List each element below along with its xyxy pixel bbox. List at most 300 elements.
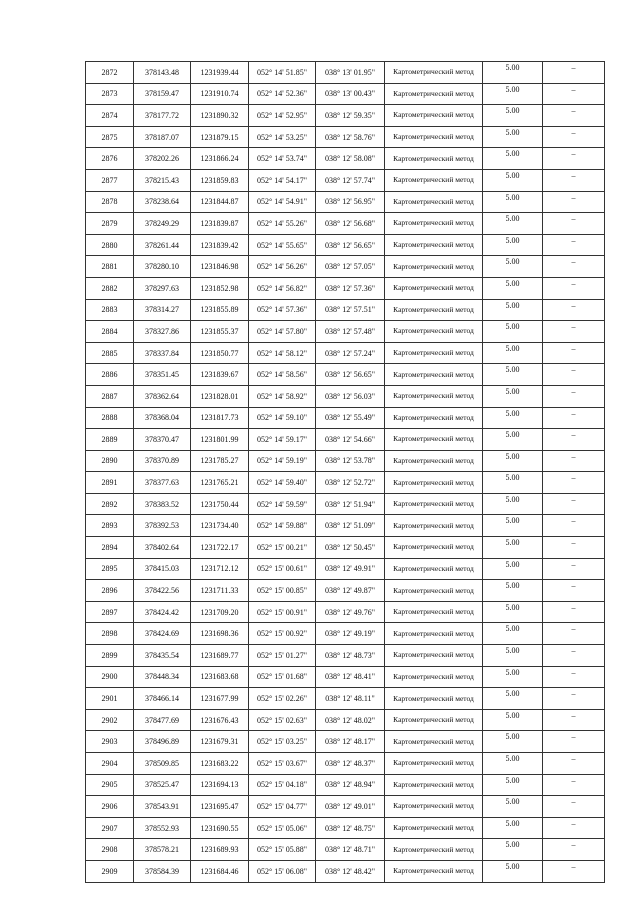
note-cell: – [543,299,605,321]
longitude-cell: 038° 12' 49.01" [316,796,385,818]
x-coordinate-cell: 378351.45 [134,364,191,386]
method-cell: Картометрический метод [385,731,483,753]
method-cell: Картометрический метод [385,709,483,731]
longitude-cell: 038° 12' 48.37" [316,753,385,775]
note-cell: – [543,623,605,645]
longitude-cell: 038° 13' 00.43" [316,83,385,105]
point-number-cell: 2899 [86,645,134,667]
x-coordinate-cell: 378448.34 [134,666,191,688]
y-coordinate-cell: 1231689.93 [191,839,249,861]
note-cell: – [543,213,605,235]
y-coordinate-cell: 1231910.74 [191,83,249,105]
latitude-cell: 052° 15' 05.88" [249,839,316,861]
note-cell: – [543,364,605,386]
accuracy-cell: 5.00 [483,515,543,537]
method-cell: Картометрический метод [385,83,483,105]
accuracy-cell: 5.00 [483,753,543,775]
latitude-cell: 052° 14' 58.12" [249,342,316,364]
latitude-cell: 052° 14' 54.91" [249,191,316,213]
latitude-cell: 052° 14' 59.10" [249,407,316,429]
accuracy-cell: 5.00 [483,860,543,882]
x-coordinate-cell: 378362.64 [134,385,191,407]
latitude-cell: 052° 15' 00.85" [249,580,316,602]
accuracy-cell: 5.00 [483,105,543,127]
longitude-cell: 038° 12' 56.03" [316,385,385,407]
note-cell: – [543,429,605,451]
table-row [86,62,605,84]
x-coordinate-cell: 378337.84 [134,342,191,364]
y-coordinate-cell: 1231689.77 [191,645,249,667]
longitude-cell: 038° 12' 57.05" [316,256,385,278]
accuracy-cell: 5.00 [483,321,543,343]
table-row [86,515,605,537]
note-cell: – [543,709,605,731]
accuracy-cell: 5.00 [483,62,543,84]
point-number-cell: 2893 [86,515,134,537]
accuracy-cell: 5.00 [483,126,543,148]
latitude-cell: 052° 14' 53.25" [249,126,316,148]
point-number-cell: 2895 [86,558,134,580]
longitude-cell: 038° 12' 49.76" [316,601,385,623]
coordinates-table [85,61,605,883]
y-coordinate-cell: 1231690.55 [191,817,249,839]
note-cell: – [543,666,605,688]
latitude-cell: 052° 14' 52.95" [249,105,316,127]
longitude-cell: 038° 12' 55.49" [316,407,385,429]
latitude-cell: 052° 15' 04.77" [249,796,316,818]
table-row [86,839,605,861]
longitude-cell: 038° 12' 57.48" [316,321,385,343]
table-row [86,364,605,386]
table-row [86,256,605,278]
latitude-cell: 052° 14' 59.17" [249,429,316,451]
x-coordinate-cell: 378466.14 [134,688,191,710]
y-coordinate-cell: 1231712.12 [191,558,249,580]
table-row [86,105,605,127]
point-number-cell: 2905 [86,774,134,796]
table-row [86,429,605,451]
latitude-cell: 052° 14' 59.19" [249,450,316,472]
y-coordinate-cell: 1231683.22 [191,753,249,775]
latitude-cell: 052° 14' 53.74" [249,148,316,170]
accuracy-cell: 5.00 [483,256,543,278]
table-row [86,169,605,191]
latitude-cell: 052° 14' 56.82" [249,277,316,299]
method-cell: Картометрический метод [385,666,483,688]
x-coordinate-cell: 378477.69 [134,709,191,731]
table-row [86,472,605,494]
note-cell: – [543,148,605,170]
latitude-cell: 052° 15' 00.92" [249,623,316,645]
y-coordinate-cell: 1231694.13 [191,774,249,796]
x-coordinate-cell: 378327.86 [134,321,191,343]
longitude-cell: 038° 12' 54.66" [316,429,385,451]
point-number-cell: 2906 [86,796,134,818]
y-coordinate-cell: 1231698.36 [191,623,249,645]
table-row [86,126,605,148]
method-cell: Картометрический метод [385,62,483,84]
point-number-cell: 2885 [86,342,134,364]
longitude-cell: 038° 12' 51.94" [316,493,385,515]
longitude-cell: 038° 12' 56.95" [316,191,385,213]
longitude-cell: 038° 12' 56.65" [316,234,385,256]
longitude-cell: 038° 12' 49.91" [316,558,385,580]
x-coordinate-cell: 378370.89 [134,450,191,472]
accuracy-cell: 5.00 [483,148,543,170]
table-row [86,450,605,472]
note-cell: – [543,277,605,299]
latitude-cell: 052° 15' 06.08" [249,860,316,882]
point-number-cell: 2873 [86,83,134,105]
table-row [86,860,605,882]
method-cell: Картометрический метод [385,342,483,364]
x-coordinate-cell: 378525.47 [134,774,191,796]
x-coordinate-cell: 378177.72 [134,105,191,127]
longitude-cell: 038° 12' 48.42" [316,860,385,882]
point-number-cell: 2902 [86,709,134,731]
longitude-cell: 038° 12' 56.65" [316,364,385,386]
accuracy-cell: 5.00 [483,429,543,451]
x-coordinate-cell: 378415.03 [134,558,191,580]
table-row [86,580,605,602]
point-number-cell: 2882 [86,277,134,299]
table-row [86,83,605,105]
table-row [86,191,605,213]
longitude-cell: 038° 12' 48.17" [316,731,385,753]
method-cell: Картометрический метод [385,753,483,775]
point-number-cell: 2875 [86,126,134,148]
y-coordinate-cell: 1231939.44 [191,62,249,84]
accuracy-cell: 5.00 [483,450,543,472]
latitude-cell: 052° 15' 00.91" [249,601,316,623]
longitude-cell: 038° 12' 48.41" [316,666,385,688]
table-row [86,299,605,321]
point-number-cell: 2896 [86,580,134,602]
note-cell: – [543,407,605,429]
table-row [86,493,605,515]
latitude-cell: 052° 14' 58.56" [249,364,316,386]
latitude-cell: 052° 14' 58.92" [249,385,316,407]
point-number-cell: 2887 [86,385,134,407]
note-cell: – [543,385,605,407]
point-number-cell: 2874 [86,105,134,127]
longitude-cell: 038° 12' 48.94" [316,774,385,796]
y-coordinate-cell: 1231765.21 [191,472,249,494]
y-coordinate-cell: 1231711.33 [191,580,249,602]
note-cell: – [543,62,605,84]
longitude-cell: 038° 12' 49.87" [316,580,385,602]
longitude-cell: 038° 12' 57.24" [316,342,385,364]
method-cell: Картометрический метод [385,623,483,645]
accuracy-cell: 5.00 [483,817,543,839]
y-coordinate-cell: 1231750.44 [191,493,249,515]
note-cell: – [543,537,605,559]
longitude-cell: 038° 12' 57.51" [316,299,385,321]
x-coordinate-cell: 378370.47 [134,429,191,451]
method-cell: Картометрический метод [385,558,483,580]
accuracy-cell: 5.00 [483,688,543,710]
note-cell: – [543,126,605,148]
y-coordinate-cell: 1231859.83 [191,169,249,191]
table-row [86,709,605,731]
table-row [86,321,605,343]
method-cell: Картометрический метод [385,493,483,515]
latitude-cell: 052° 14' 59.59" [249,493,316,515]
latitude-cell: 052° 14' 56.26" [249,256,316,278]
table-row [86,753,605,775]
accuracy-cell: 5.00 [483,364,543,386]
accuracy-cell: 5.00 [483,83,543,105]
table-row [86,277,605,299]
y-coordinate-cell: 1231679.31 [191,731,249,753]
y-coordinate-cell: 1231695.47 [191,796,249,818]
latitude-cell: 052° 15' 01.68" [249,666,316,688]
latitude-cell: 052° 14' 59.88" [249,515,316,537]
accuracy-cell: 5.00 [483,601,543,623]
x-coordinate-cell: 378496.89 [134,731,191,753]
latitude-cell: 052° 15' 05.06" [249,817,316,839]
table-row [86,537,605,559]
table-row [86,213,605,235]
table-row [86,342,605,364]
latitude-cell: 052° 14' 52.36" [249,83,316,105]
table-row [86,817,605,839]
point-number-cell: 2891 [86,472,134,494]
x-coordinate-cell: 378552.93 [134,817,191,839]
method-cell: Картометрический метод [385,774,483,796]
point-number-cell: 2884 [86,321,134,343]
table-row [86,666,605,688]
note-cell: – [543,256,605,278]
y-coordinate-cell: 1231839.42 [191,234,249,256]
table-row [86,601,605,623]
y-coordinate-cell: 1231801.99 [191,429,249,451]
method-cell: Картометрический метод [385,277,483,299]
point-number-cell: 2872 [86,62,134,84]
longitude-cell: 038° 12' 48.02" [316,709,385,731]
accuracy-cell: 5.00 [483,666,543,688]
table-row [86,731,605,753]
latitude-cell: 052° 14' 57.80" [249,321,316,343]
longitude-cell: 038° 12' 51.09" [316,515,385,537]
point-number-cell: 2892 [86,493,134,515]
latitude-cell: 052° 15' 03.67" [249,753,316,775]
y-coordinate-cell: 1231828.01 [191,385,249,407]
note-cell: – [543,796,605,818]
note-cell: – [543,731,605,753]
method-cell: Картометрический метод [385,601,483,623]
note-cell: – [543,169,605,191]
y-coordinate-cell: 1231709.20 [191,601,249,623]
method-cell: Картометрический метод [385,105,483,127]
latitude-cell: 052° 14' 54.17" [249,169,316,191]
method-cell: Картометрический метод [385,321,483,343]
point-number-cell: 2879 [86,213,134,235]
x-coordinate-cell: 378392.53 [134,515,191,537]
x-coordinate-cell: 378509.85 [134,753,191,775]
longitude-cell: 038° 12' 57.74" [316,169,385,191]
table-row [86,796,605,818]
note-cell: – [543,601,605,623]
y-coordinate-cell: 1231839.67 [191,364,249,386]
method-cell: Картометрический метод [385,234,483,256]
accuracy-cell: 5.00 [483,472,543,494]
method-cell: Картометрический метод [385,839,483,861]
longitude-cell: 038° 12' 48.71" [316,839,385,861]
accuracy-cell: 5.00 [483,731,543,753]
note-cell: – [543,191,605,213]
latitude-cell: 052° 15' 04.18" [249,774,316,796]
point-number-cell: 2900 [86,666,134,688]
method-cell: Картометрический метод [385,817,483,839]
longitude-cell: 038° 12' 49.19" [316,623,385,645]
accuracy-cell: 5.00 [483,407,543,429]
point-number-cell: 2907 [86,817,134,839]
latitude-cell: 052° 15' 01.27" [249,645,316,667]
x-coordinate-cell: 378424.69 [134,623,191,645]
accuracy-cell: 5.00 [483,493,543,515]
longitude-cell: 038° 12' 52.72" [316,472,385,494]
point-number-cell: 2876 [86,148,134,170]
longitude-cell: 038° 12' 53.78" [316,450,385,472]
y-coordinate-cell: 1231866.24 [191,148,249,170]
accuracy-cell: 5.00 [483,342,543,364]
method-cell: Картометрический метод [385,299,483,321]
y-coordinate-cell: 1231676.43 [191,709,249,731]
point-number-cell: 2890 [86,450,134,472]
note-cell: – [543,83,605,105]
accuracy-cell: 5.00 [483,234,543,256]
y-coordinate-cell: 1231850.77 [191,342,249,364]
x-coordinate-cell: 378543.91 [134,796,191,818]
point-number-cell: 2903 [86,731,134,753]
point-number-cell: 2889 [86,429,134,451]
latitude-cell: 052° 15' 03.25" [249,731,316,753]
note-cell: – [543,558,605,580]
y-coordinate-cell: 1231846.98 [191,256,249,278]
longitude-cell: 038° 12' 48.73" [316,645,385,667]
y-coordinate-cell: 1231677.99 [191,688,249,710]
accuracy-cell: 5.00 [483,839,543,861]
accuracy-cell: 5.00 [483,580,543,602]
x-coordinate-cell: 378377.63 [134,472,191,494]
table-row [86,623,605,645]
x-coordinate-cell: 378202.26 [134,148,191,170]
note-cell: – [543,450,605,472]
x-coordinate-cell: 378280.10 [134,256,191,278]
y-coordinate-cell: 1231683.68 [191,666,249,688]
x-coordinate-cell: 378187.07 [134,126,191,148]
accuracy-cell: 5.00 [483,299,543,321]
point-number-cell: 2886 [86,364,134,386]
note-cell: – [543,493,605,515]
y-coordinate-cell: 1231785.27 [191,450,249,472]
point-number-cell: 2877 [86,169,134,191]
note-cell: – [543,817,605,839]
point-number-cell: 2898 [86,623,134,645]
accuracy-cell: 5.00 [483,213,543,235]
point-number-cell: 2878 [86,191,134,213]
method-cell: Картометрический метод [385,429,483,451]
accuracy-cell: 5.00 [483,191,543,213]
point-number-cell: 2881 [86,256,134,278]
method-cell: Картометрический метод [385,796,483,818]
point-number-cell: 2883 [86,299,134,321]
x-coordinate-cell: 378159.47 [134,83,191,105]
method-cell: Картометрический метод [385,537,483,559]
method-cell: Картометрический метод [385,191,483,213]
method-cell: Картометрический метод [385,256,483,278]
x-coordinate-cell: 378314.27 [134,299,191,321]
note-cell: – [543,105,605,127]
method-cell: Картометрический метод [385,385,483,407]
accuracy-cell: 5.00 [483,709,543,731]
method-cell: Картометрический метод [385,472,483,494]
note-cell: – [543,839,605,861]
table-row [86,407,605,429]
table-row [86,645,605,667]
x-coordinate-cell: 378261.44 [134,234,191,256]
method-cell: Картометрический метод [385,515,483,537]
note-cell: – [543,688,605,710]
x-coordinate-cell: 378238.64 [134,191,191,213]
table-row [86,688,605,710]
x-coordinate-cell: 378578.21 [134,839,191,861]
longitude-cell: 038° 12' 59.35" [316,105,385,127]
y-coordinate-cell: 1231852.98 [191,277,249,299]
method-cell: Картометрический метод [385,213,483,235]
accuracy-cell: 5.00 [483,385,543,407]
latitude-cell: 052° 14' 59.40" [249,472,316,494]
longitude-cell: 038° 12' 56.68" [316,213,385,235]
note-cell: – [543,753,605,775]
latitude-cell: 052° 15' 02.26" [249,688,316,710]
accuracy-cell: 5.00 [483,645,543,667]
longitude-cell: 038° 12' 48.75" [316,817,385,839]
note-cell: – [543,774,605,796]
method-cell: Картометрический метод [385,169,483,191]
latitude-cell: 052° 14' 55.65" [249,234,316,256]
x-coordinate-cell: 378435.54 [134,645,191,667]
note-cell: – [543,860,605,882]
x-coordinate-cell: 378368.04 [134,407,191,429]
y-coordinate-cell: 1231734.40 [191,515,249,537]
method-cell: Картометрический метод [385,688,483,710]
x-coordinate-cell: 378424.42 [134,601,191,623]
x-coordinate-cell: 378383.52 [134,493,191,515]
y-coordinate-cell: 1231855.89 [191,299,249,321]
note-cell: – [543,472,605,494]
accuracy-cell: 5.00 [483,537,543,559]
x-coordinate-cell: 378249.29 [134,213,191,235]
accuracy-cell: 5.00 [483,558,543,580]
x-coordinate-cell: 378215.43 [134,169,191,191]
point-number-cell: 2901 [86,688,134,710]
x-coordinate-cell: 378584.39 [134,860,191,882]
y-coordinate-cell: 1231855.37 [191,321,249,343]
latitude-cell: 052° 15' 00.21" [249,537,316,559]
method-cell: Картометрический метод [385,364,483,386]
x-coordinate-cell: 378297.63 [134,277,191,299]
y-coordinate-cell: 1231844.87 [191,191,249,213]
y-coordinate-cell: 1231817.73 [191,407,249,429]
table-row [86,774,605,796]
table-row [86,148,605,170]
method-cell: Картометрический метод [385,148,483,170]
method-cell: Картометрический метод [385,860,483,882]
point-number-cell: 2897 [86,601,134,623]
accuracy-cell: 5.00 [483,277,543,299]
